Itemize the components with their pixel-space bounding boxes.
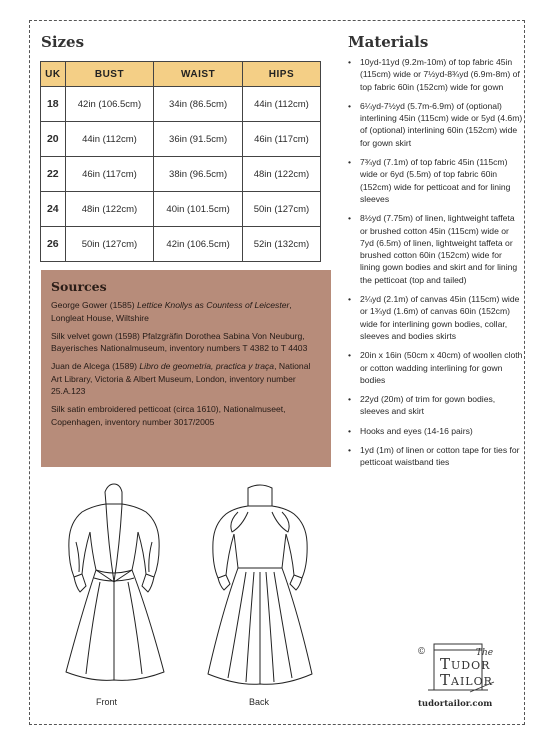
bullet-icon: • xyxy=(348,394,352,405)
bullet-icon: • xyxy=(348,350,352,361)
header-waist: WAIST xyxy=(154,62,243,87)
size-cell: 22 xyxy=(41,157,66,192)
waist-cell: 42in (106.5cm) xyxy=(154,227,243,262)
header-bust: BUST xyxy=(65,62,154,87)
source-text: , Longleat House, Wiltshire xyxy=(51,300,292,323)
materials-title: Materials xyxy=(348,33,429,51)
source-item xyxy=(51,360,321,397)
back-label: Back xyxy=(249,697,270,707)
material-text: 6¼yd-7½yd (5.7m-6.9m) of (optional) interlining 45in (115cm) wide or 5yd (4.6m) of (optional) interlining 60in (152cm) wide for gown skirt xyxy=(360,100,523,148)
sizes-header-row xyxy=(41,62,321,87)
logo-tailor: Tailor xyxy=(440,671,493,689)
table-row xyxy=(41,227,321,262)
sources-title: Sources xyxy=(51,279,107,294)
sizes-title: Sizes xyxy=(41,33,85,51)
source-item xyxy=(51,403,321,428)
size-cell: 18 xyxy=(41,87,66,122)
material-text: 8½yd (7.75m) of linen, lightweight taffeta or brushed cotton 45in (115cm) wide or 7yd (6.5m) of linen, lightweight taffeta or brushed cotton 60in (152cm) wide for lining gown bodies and skirt and for lining the petticoat (top and tailed) xyxy=(360,213,518,285)
hips-cell: 48in (122cm) xyxy=(242,157,320,192)
header-uk: UK xyxy=(41,62,66,87)
material-text: 7¾yd (7.1m) of top fabric 45in (115cm) wide or 6yd (5.5m) of top fabric 60in (152cm) wide for petticoat and for lining sleeves xyxy=(360,157,511,204)
list-item xyxy=(341,56,523,93)
waist-cell: 34in (86.5cm) xyxy=(154,87,243,122)
header-hips: HIPS xyxy=(242,62,320,87)
table-row xyxy=(41,122,321,157)
material-text: 10yd-11yd (9.2m-10m) of top fabric 45in (115cm) wide or 7½yd-8¾yd (6.9m-8m) of top fabric 60in (152cm) wide for gown xyxy=(360,57,520,92)
bullet-icon: • xyxy=(348,100,352,111)
bullet-icon: • xyxy=(348,425,352,436)
gown-back-illustration xyxy=(198,482,323,692)
source-text: , National Art Library, Victoria & Albert Museum, London, inventory number 25.A.123 xyxy=(51,361,311,397)
bust-cell: 50in (127cm) xyxy=(65,227,154,262)
material-text: 2¼yd (2.1m) of canvas 45in (115cm) wide or 1¾yd (1.6m) of canvas 60in (152cm) wide for interlining gown bodies, collar, sleeves and bodies skirts xyxy=(360,294,520,341)
source-title-italic: Lettice Knollys as Countess of Leicester xyxy=(136,300,290,311)
list-item xyxy=(341,393,523,418)
hips-cell: 44in (112cm) xyxy=(242,87,320,122)
table-row xyxy=(41,192,321,227)
size-cell: 26 xyxy=(41,227,66,262)
bust-cell: 44in (112cm) xyxy=(65,122,154,157)
bust-cell: 42in (106.5cm) xyxy=(65,87,154,122)
size-cell: 24 xyxy=(41,192,66,227)
list-item xyxy=(341,100,523,149)
source-title-italic: Libro de geometria, practica y traça xyxy=(139,361,275,372)
table-row xyxy=(41,157,321,192)
bullet-icon: • xyxy=(348,57,352,67)
source-item xyxy=(51,330,321,355)
list-item xyxy=(341,293,523,342)
source-text: Silk satin embroidered petticoat (circa 1610), Nationalmuseet, Copenhagen, inventory number 3017/2005 xyxy=(51,404,286,427)
list-item xyxy=(341,349,523,386)
bust-cell: 48in (122cm) xyxy=(65,192,154,227)
hips-cell: 50in (127cm) xyxy=(242,192,320,227)
sizes-table xyxy=(40,61,321,262)
hips-cell: 52in (132cm) xyxy=(242,227,320,262)
logo-tudor: Tudor xyxy=(440,655,491,673)
list-item xyxy=(341,444,523,469)
materials-list xyxy=(341,56,523,476)
list-item xyxy=(341,425,523,437)
list-item xyxy=(341,156,523,205)
material-text: Hooks and eyes (14-16 pairs) xyxy=(360,425,473,436)
list-item xyxy=(341,212,523,286)
hips-cell: 46in (117cm) xyxy=(242,122,320,157)
waist-cell: 36in (91.5cm) xyxy=(154,122,243,157)
logo-the: The xyxy=(476,648,494,658)
sources-panel xyxy=(41,270,331,467)
bullet-icon: • xyxy=(348,445,352,456)
bullet-icon: • xyxy=(348,294,352,305)
waist-cell: 40in (101.5cm) xyxy=(154,192,243,227)
bust-cell: 46in (117cm) xyxy=(65,157,154,192)
bullet-icon: • xyxy=(348,213,352,224)
source-text: Juan de Alcega (1589) xyxy=(51,361,140,372)
size-cell: 20 xyxy=(41,122,66,157)
material-text: 22yd (20m) of trim for gown bodies, sleeves and skirt xyxy=(360,394,496,417)
source-item xyxy=(51,299,321,324)
logo-copyright: © xyxy=(417,647,426,657)
material-text: 1yd (1m) of linen or cotton tape for ties for petticoat waistband ties xyxy=(360,445,520,468)
logo-url: tudortailor.com xyxy=(418,699,493,709)
source-text: George Gower (1585) xyxy=(51,300,137,311)
table-row xyxy=(41,87,321,122)
gown-front-illustration xyxy=(52,482,177,692)
bullet-icon: • xyxy=(348,157,352,168)
front-label: Front xyxy=(96,697,118,707)
material-text: 20in x 16in (50cm x 40cm) of woollen cloth or cotton wadding interlining for gown bodies xyxy=(360,350,523,385)
source-text: Silk velvet gown (1598) Pfalzgräfin Dorothea Sabina Von Neuburg, Bayerisches Nationalmuseum, inventory numbers T 4382 to T 4403 xyxy=(51,330,308,354)
waist-cell: 38in (96.5cm) xyxy=(154,157,243,192)
